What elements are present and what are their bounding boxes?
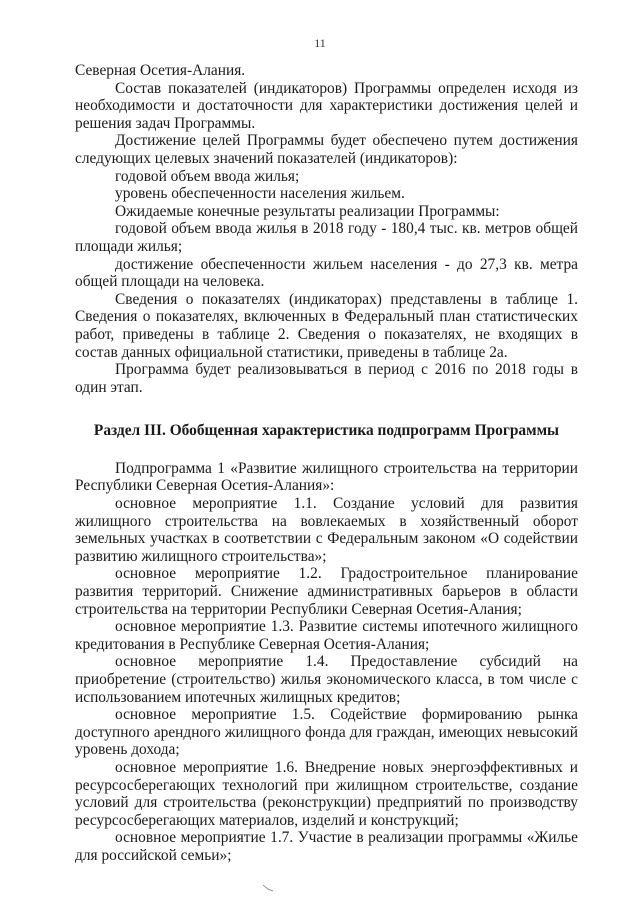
paragraph-10: Программа будет реализовываться в период с 2016 по 2018 годы в один этап. (75, 361, 578, 396)
section-paragraph-2: основное мероприятие 1.1. Создание условий для развития жилищного строительства на вовлекаемых в хозяйственный оборот земельных участках в соответствии с Федеральным законом «О содействии развитию жилищного строительства»; (75, 495, 578, 565)
paragraph-2: Состав показателей (индикаторов) Программы определен исходя из необходимости и достаточности для характеристики достижения целей и решения задач Программы. (75, 79, 578, 132)
paragraph-8: достижение обеспеченности жильем населения - до 27,3 кв. метра общей площади на человека. (75, 255, 578, 291)
section-paragraph-7: основное мероприятие 1.6. Внедрение новых энергоэффективных и ресурсосберегающих технологий при жилищном строительстве, создание условий для строительства (реконструкции) предприятий по производству ресурсосберегающих материалов, изделий и конструкций; (75, 758, 578, 829)
paragraph-4: годовой объем ввода жилья; (115, 167, 300, 185)
section-paragraph-4: основное мероприятие 1.3. Развитие системы ипотечного жилищного кредитования в Республике Северная Осетия-Алания; (75, 618, 578, 653)
paragraph-7: годовой объем ввода жилья в 2018 году - 180,4 тыс. кв. метров общей площади жилья; (75, 220, 578, 255)
paragraph-3: Достижение целей Программы будет обеспечено путем достижения следующих целевых значений показателей (индикаторов): (75, 132, 578, 167)
page-number: 11 (314, 36, 326, 50)
section-paragraph-3: основное мероприятие 1.2. Градостроительное планирование развития территорий. Снижение административных барьеров в области строительства на территории Республики Северная Осетия-Алания; (75, 565, 578, 618)
paragraph-5: уровень обеспеченности населения жильем. (115, 185, 405, 203)
paragraph-6: Ожидаемые конечные результаты реализации Программы: (115, 202, 500, 220)
section-paragraph-5: основное мероприятие 1.4. Предоставление субсидий на приобретение (строительство) жилья экономического класса, в том числе с использованием ипотечных жилищных кредитов; (75, 653, 578, 706)
section-paragraph-6: основное мероприятие 1.5. Содействие формированию рынка доступного арендного жилищного фонда для граждан, имеющих невысокий уровень дохода; (75, 706, 578, 759)
scan-mark (262, 884, 274, 892)
paragraph-9: Сведения о показателях (индикаторах) представлены в таблице 1. Сведения о показателях, включенных в Федеральный план статистических работ, приведены в таблице 2. Сведения о показателях, не входящих в состав данных официальной статистики, приведены в таблице 2а. (75, 290, 578, 361)
section-paragraph-1: Подпрограмма 1 «Развитие жилищного строительства на территории Республики Северная Осетия-Алания»: (75, 459, 578, 495)
section-paragraph-8: основное мероприятие 1.7. Участие в реализации программы «Жилье для российской семьи»; (75, 829, 578, 864)
section-heading: Раздел III. Обобщенная характеристика подпрограмм Программы (93, 422, 560, 440)
paragraph-1: Северная Осетия-Алания. (75, 62, 246, 79)
document-body (75, 62, 578, 865)
